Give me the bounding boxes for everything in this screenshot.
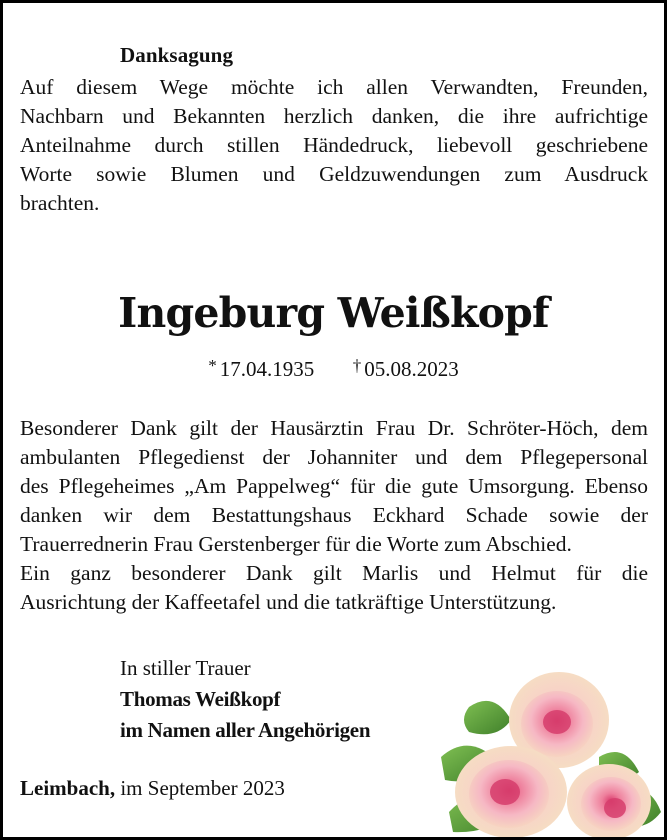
thanks-line: Ausrichtung der Kaffeetafel und die tatkräftige Unterstützung. [20,590,557,614]
intro-line: brachten. [20,191,100,215]
roses-icon [439,662,664,837]
intro-line: Auf diesem Wege möchte ich allen Verwandten, Freunden, [20,75,648,99]
intro-line: Nachbarn und Bekannten herzlich danken, die ihre aufrichtige [20,104,648,128]
intro-line: Anteilnahme durch stillen Händedruck, liebevoll geschriebene [20,133,648,157]
signer-name: Thomas Weißkopf [120,687,281,711]
thanks-line: Ein ganz besonderer Dank gilt Marlis und Helmut für die [20,561,648,585]
life-dates [3,355,664,385]
intro-paragraph [20,73,648,218]
death-date: 05.08.2023 [364,357,459,381]
mourning-line: In stiller Trauer [120,656,251,680]
date-text: im September 2023 [120,776,285,800]
thanks-line: Besonderer Dank gilt der Hausärztin Frau Dr. Schröter-Höch, dem [20,416,648,440]
intro-line: Worte sowie Blumen und Geldzuwendungen zum Ausdruck [20,162,648,186]
thanks-line: ambulanten Pflegedienst der Johanniter und dem Pflegepersonal [20,445,648,469]
notice-heading: Danksagung [120,43,234,67]
place-date-line [20,774,285,802]
signoff-block [120,653,370,746]
thanks-line: Trauerrednerin Frau Gerstenberger für die Worte zum Abschied. [20,532,572,556]
thanks-line: des Pflegeheimes „Am Pappelweg“ für die gute Umsorgung. Ebenso [20,474,648,498]
deceased-name: Ingeburg Weißkopf [118,289,549,337]
birth-star-icon: * [208,356,217,375]
place-name: Leimbach, [20,776,116,800]
thanks-line: danken wir dem Bestattungshaus Eckhard Schade sowie der [20,503,648,527]
thanks-paragraph [20,414,648,617]
birth-date: 17.04.1935 [219,357,315,381]
on-behalf-line: im Namen aller Angehörigen [120,718,371,742]
death-cross-icon: † [352,356,362,375]
